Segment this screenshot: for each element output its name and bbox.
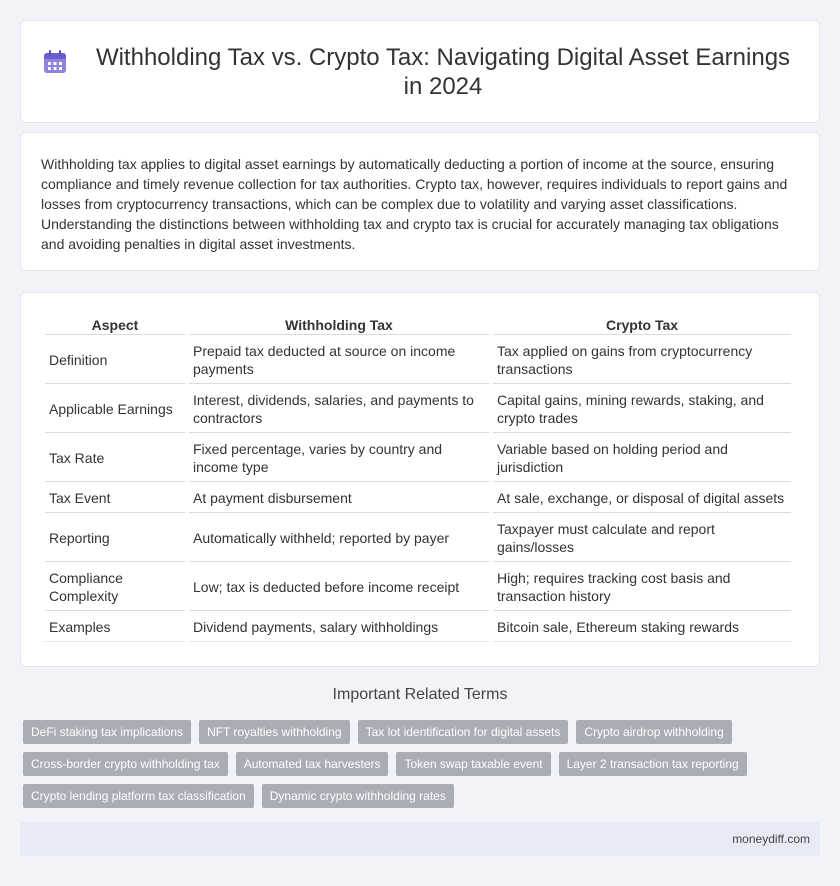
cell-withholding: At payment disbursement xyxy=(189,484,489,513)
cell-crypto: Taxpayer must calculate and report gains/losses xyxy=(493,515,791,562)
cell-aspect: Compliance Complexity xyxy=(45,564,185,611)
header-crypto-tax: Crypto Tax xyxy=(493,315,791,335)
comparison-table-card xyxy=(20,292,820,667)
cell-crypto: Bitcoin sale, Ethereum staking rewards xyxy=(493,613,791,642)
related-tag[interactable]: Cross-border crypto withholding tax xyxy=(23,752,228,776)
cell-withholding: Fixed percentage, varies by country and income type xyxy=(189,435,489,482)
table-row xyxy=(45,484,791,513)
title-wrap xyxy=(40,43,800,101)
related-tag[interactable]: Dynamic crypto withholding rates xyxy=(262,784,454,808)
cell-withholding: Dividend payments, salary withholdings xyxy=(189,613,489,642)
table-row xyxy=(45,435,791,482)
table-row xyxy=(45,564,791,611)
cell-aspect: Examples xyxy=(45,613,185,642)
cell-crypto: High; requires tracking cost basis and transaction history xyxy=(493,564,791,611)
related-tag[interactable]: Crypto lending platform tax classification xyxy=(23,784,254,808)
related-tag[interactable]: Tax lot identification for digital assets xyxy=(358,720,569,744)
related-tag[interactable]: Token swap taxable event xyxy=(396,752,550,776)
intro-text: Withholding tax applies to digital asset earnings by automatically deducting a portion of income at the source, ensuring compliance and timely revenue collection for tax authorities. Crypto tax, however, requires individuals to report gains and losses from cryptocurrency transactions, which can be complex due to volatility and varying asset classifications. Understanding the distinctions between withholding tax and crypto tax is crucial for accurately managing tax obligations and avoiding penalties in digital asset investments. xyxy=(41,156,788,252)
footer-site[interactable]: moneydiff.com xyxy=(732,832,810,846)
header-aspect: Aspect xyxy=(45,315,185,335)
table-row xyxy=(45,337,791,384)
cell-crypto: Variable based on holding period and jurisdiction xyxy=(493,435,791,482)
cell-crypto: Capital gains, mining rewards, staking, and crypto trades xyxy=(493,386,791,433)
cell-withholding: Automatically withheld; reported by payer xyxy=(189,515,489,562)
page-title: Withholding Tax vs. Crypto Tax: Navigating Digital Asset Earnings in 2024 xyxy=(95,43,791,100)
footer xyxy=(20,822,820,856)
cell-crypto: Tax applied on gains from cryptocurrency transactions xyxy=(493,337,791,384)
cell-withholding: Low; tax is deducted before income receipt xyxy=(189,564,489,611)
cell-aspect: Tax Event xyxy=(45,484,185,513)
title-card xyxy=(20,20,820,123)
table-row xyxy=(45,515,791,562)
cell-withholding: Prepaid tax deducted at source on income payments xyxy=(189,337,489,384)
related-terms-tags xyxy=(23,720,803,816)
related-tag[interactable]: Layer 2 transaction tax reporting xyxy=(559,752,747,776)
cell-aspect: Applicable Earnings xyxy=(45,386,185,433)
cell-aspect: Definition xyxy=(45,337,185,384)
header-withholding-tax: Withholding Tax xyxy=(189,315,489,335)
related-tag[interactable]: NFT royalties withholding xyxy=(199,720,350,744)
table-header-row xyxy=(45,315,791,335)
related-terms-heading: Important Related Terms xyxy=(332,686,508,703)
related-tag[interactable]: Automated tax harvesters xyxy=(236,752,389,776)
related-tag[interactable]: Crypto airdrop withholding xyxy=(576,720,731,744)
cell-crypto: At sale, exchange, or disposal of digital assets xyxy=(493,484,791,513)
calendar-icon xyxy=(42,49,68,75)
comparison-table xyxy=(41,313,795,644)
cell-aspect: Reporting xyxy=(45,515,185,562)
table-row xyxy=(45,386,791,433)
cell-withholding: Interest, dividends, salaries, and payments to contractors xyxy=(189,386,489,433)
table-row xyxy=(45,613,791,642)
cell-aspect: Tax Rate xyxy=(45,435,185,482)
related-tag[interactable]: DeFi staking tax implications xyxy=(23,720,191,744)
intro-card xyxy=(20,132,820,271)
